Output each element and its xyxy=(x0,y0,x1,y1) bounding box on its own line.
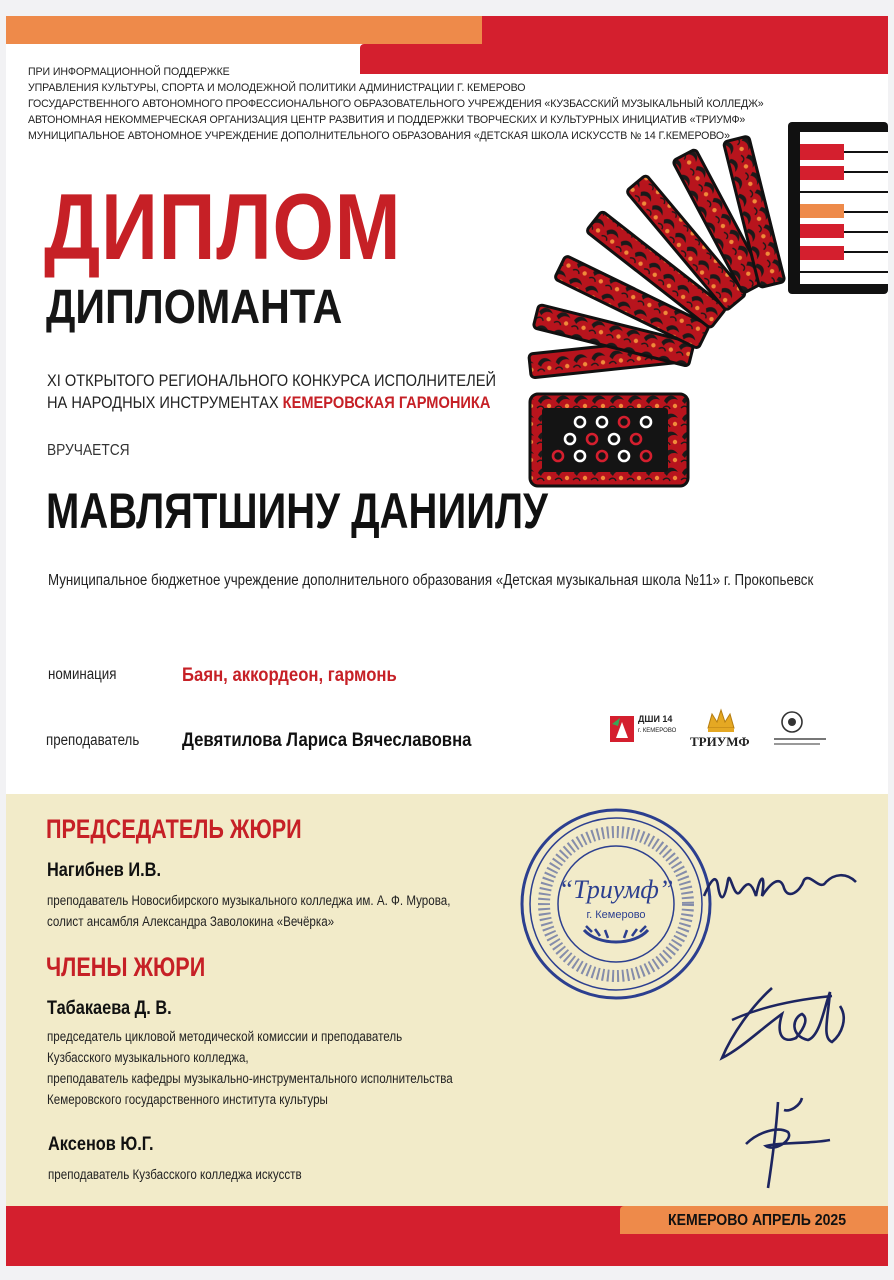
nomination-value: Баян, аккордеон, гармонь xyxy=(182,665,397,686)
contest-line-2 xyxy=(47,392,496,414)
support-line: МУНИЦИПАЛЬНОЕ АВТОНОМНОЕ УЧРЕЖДЕНИЕ ДОПОЛНИТЕЛЬНОГО ОБРАЗОВАНИЯ «ДЕТСКАЯ ШКОЛА ИСКУССТВ № 14 Г.КЕМЕРОВО» xyxy=(28,130,730,142)
contest-line-2-prefix: НА НАРОДНЫХ ИНСТРУМЕНТАХ xyxy=(47,393,283,412)
dshi-logo-sublabel: г. КЕМЕРОВО xyxy=(638,728,677,734)
diploma-subtitle: ДИПЛОМАНТА xyxy=(46,281,343,334)
top-red-bar xyxy=(482,16,888,46)
accordion-illustration xyxy=(518,104,888,488)
footer-place-date: КЕМЕРОВО АПРЕЛЬ 2025 xyxy=(668,1212,847,1229)
recipient-name: МАВЛЯТШИНУ ДАНИИЛУ xyxy=(46,483,548,539)
dshi-logo-text xyxy=(638,714,676,734)
jury-member-1-desc-line: председатель цикловой методической комиссии и преподаватель xyxy=(47,1029,403,1044)
jury-chair-desc-line: преподаватель Новосибирского музыкального колледжа им. А. Ф. Мурова, xyxy=(47,893,451,908)
jury-chair-name: Нагибнев И.В. xyxy=(47,860,162,881)
culture-department-logo-icon xyxy=(770,708,830,750)
accordion-keyboard xyxy=(788,122,888,294)
jury-member-1-name: Табакаева Д. В. xyxy=(47,998,172,1019)
recipient-organization: Муниципальное бюджетное учреждение дополнительного образования «Детская музыкальная школа №11» г. Прокопьевск xyxy=(48,572,814,589)
jury-chair-heading: ПРЕДСЕДАТЕЛЬ ЖЮРИ xyxy=(46,814,302,844)
support-line: ПРИ ИНФОРМАЦИОННОЙ ПОДДЕРЖКЕ xyxy=(28,66,230,78)
jury-member-1-desc-line: преподаватель кафедры музыкально-инструментального исполнительства xyxy=(47,1071,453,1086)
triumph-stamp xyxy=(518,806,714,1002)
diploma-title: ДИПЛОМ xyxy=(44,174,402,279)
contest-description xyxy=(47,370,496,414)
contest-line-1: XI ОТКРЫТОГО РЕГИОНАЛЬНОГО КОНКУРСА ИСПОЛНИТЕЛЕЙ xyxy=(47,371,497,390)
support-line: ГОСУДАРСТВЕННОГО АВТОНОМНОГО ПРОФЕССИОНАЛЬНОГО ОБРАЗОВАТЕЛЬНОГО УЧРЕЖДЕНИЯ «КУЗБАССКИЙ МУЗЫКАЛЬНЫЙ КОЛЛЕДЖ» xyxy=(28,98,764,110)
contest-name: КЕМЕРОВСКАЯ ГАРМОНИКА xyxy=(282,393,491,412)
top-orange-bar xyxy=(6,16,482,44)
jury-chair-description xyxy=(47,890,450,932)
awarded-label: ВРУЧАЕТСЯ xyxy=(47,442,130,459)
jury-member-2-description: преподаватель Кузбасского колледжа искусств xyxy=(48,1167,302,1182)
chair-signature xyxy=(700,852,860,922)
jury-member-2-name: Аксенов Ю.Г. xyxy=(48,1134,154,1155)
jury-member-1-description xyxy=(47,1026,453,1110)
diploma-sheet xyxy=(6,16,888,1266)
jury-members-heading: ЧЛЕНЫ ЖЮРИ xyxy=(46,952,206,982)
nomination-label: номинация xyxy=(48,666,117,683)
support-line: АВТОНОМНАЯ НЕКОММЕРЧЕСКАЯ ОРГАНИЗАЦИЯ ЦЕНТР РАЗВИТИЯ И ПОДДЕРЖКИ ТВОРЧЕСКИХ И КУЛЬТУРНЫХ ИНИЦИАТИВ «ТРИУМФ» xyxy=(28,114,746,126)
member-1-signature xyxy=(712,978,852,1074)
teacher-name: Девятилова Лариса Вячеславовна xyxy=(182,730,472,751)
partner-logos xyxy=(610,706,840,752)
jury-chair-desc-line: солист ансамбля Александра Заволокина «Вечёрка» xyxy=(47,914,335,929)
triumph-logo-text: ТРИУМФ xyxy=(690,734,750,749)
support-line: УПРАВЛЕНИЯ КУЛЬТУРЫ, СПОРТА И МОЛОДЕЖНОЙ ПОЛИТИКИ АДМИНИСТРАЦИИ Г. КЕМЕРОВО xyxy=(28,82,526,94)
jury-member-1-desc-line: Кузбасского музыкального колледжа, xyxy=(47,1050,249,1065)
stamp-name: “Триумф” xyxy=(558,875,674,904)
dshi-logo-label: ДШИ 14 xyxy=(638,714,673,724)
stamp-city: г. Кемерово xyxy=(586,909,646,921)
member-2-signature xyxy=(738,1092,838,1192)
teacher-label: преподаватель xyxy=(46,732,140,749)
jury-member-1-desc-line: Кемеровского государственного института культуры xyxy=(47,1092,328,1107)
